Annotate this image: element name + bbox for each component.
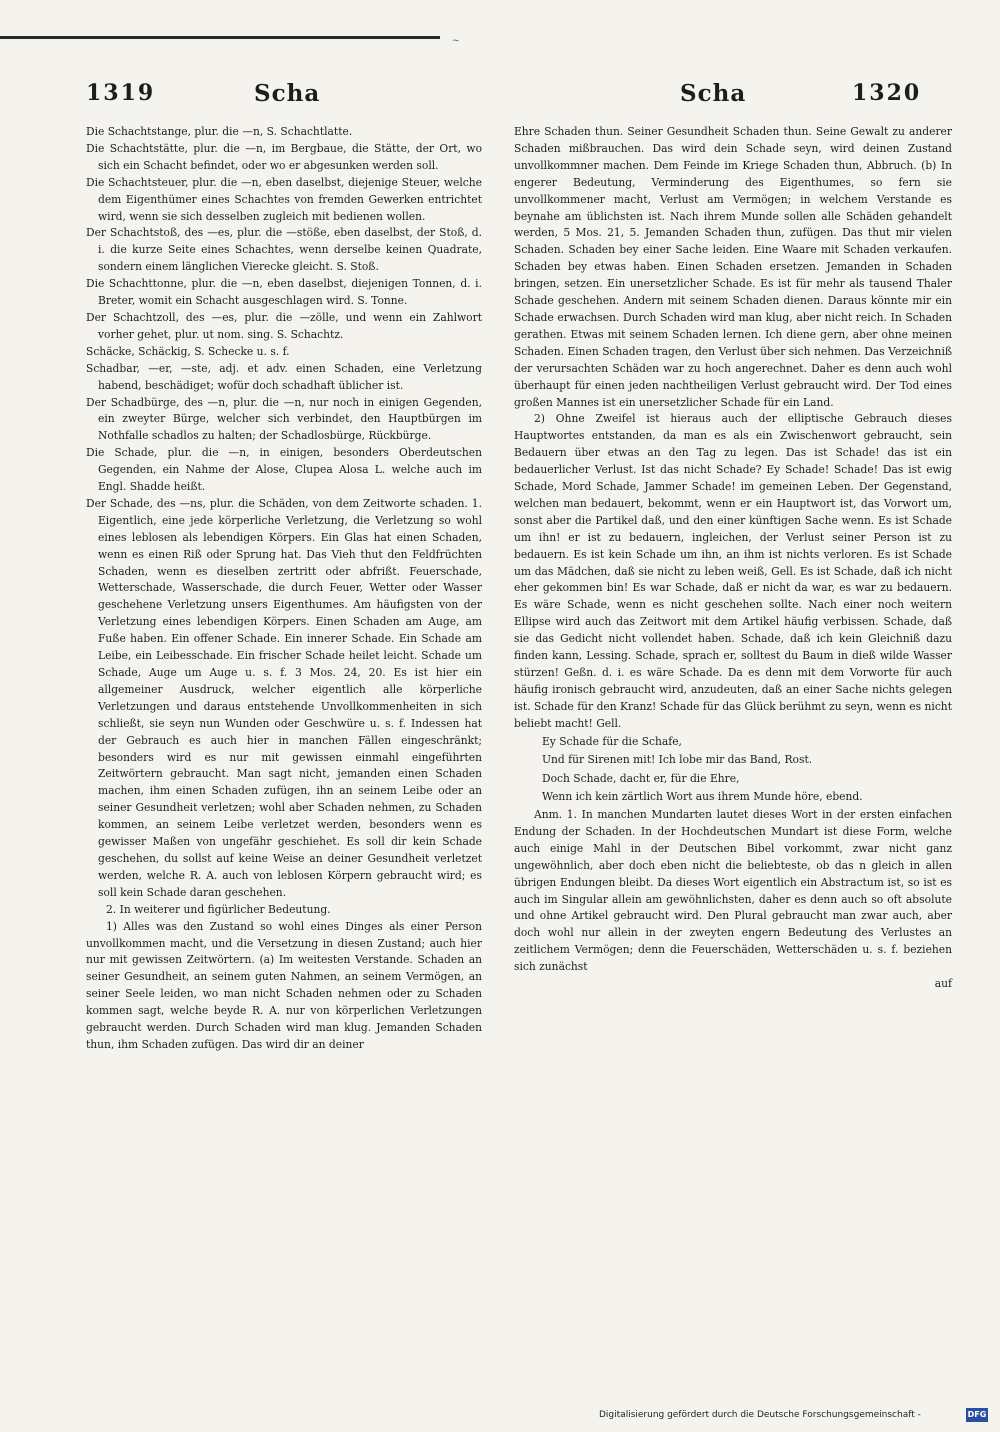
right-column-verse: Doch Schade, dacht er, für die Ehre, [542, 771, 740, 785]
footer-credit: Digitalisierung gefördert durch die Deutsche Forschungsgemeinschaft - [599, 1410, 921, 1420]
right-running-head: Scha [680, 80, 747, 107]
left-column-entry: Der Schachtstoß, des —es, plur. die —stöße, eben daselbst, der Stoß, d. i. die kurze Seite eines Schachtes, wenn derselbe keinen Quadrate, sondern einem länglichen Vierecke gleicht. S. Stoß. [86, 226, 482, 274]
left-running-head: Scha [254, 80, 321, 107]
left-column-entry: Die Schachtsteuer, plur. die —n, eben daselbst, diejenige Steuer, welche dem Eigenthümer eines Schachtes von fremden Gewerken entrichtet wird, wenn sie sich desselben zugleich mit bedienen wollen. [86, 175, 482, 223]
left-column-entry: Schadbar, —er, —ste, adj. et adv. einen Schaden, eine Verletzung habend, beschädiget; wofür doch schadhaft üblicher ist. [86, 361, 482, 392]
right-column-catch: auf [934, 977, 952, 991]
left-page-number: 1319 [86, 80, 156, 106]
left-column-entry: Die Schachtstange, plur. die —n, S. Schachtlatte. [86, 125, 353, 138]
left-column [86, 124, 482, 1054]
left-column-para: 2. In weiterer und figürlicher Bedeutung. [106, 902, 331, 916]
top-rule [0, 36, 440, 39]
left-column-para: 1) Alles was den Zustand so wohl eines Dinges als einer Person unvollkommen macht, und die Versetzung in diesen Zustand; auch hier nur mit gewissen Zeitwörtern. (a) Im weitesten Verstande. Schaden an seiner Gesundheit, an seinem guten Nahmen, an seinem Vermögen, an seiner Seele leiden, wo man nicht Schaden nehmen oder zu Schaden kommen sagt, welche beyde R. A. nur von körperlichen Verletzungen gebraucht werden. Durch Schaden wird man klug. Jemanden Schaden thun, ihm Schaden zufügen. Das wird dir an deiner [86, 919, 482, 1051]
left-column-entry: Schäcke, Schäckig, S. Schecke u. s. f. [86, 344, 290, 358]
right-column-verse: Wenn ich kein zärtlich Wort aus ihrem Munde höre, ebend. [542, 790, 863, 804]
left-column-entry: Die Schachttonne, plur. die —n, eben daselbst, diejenigen Tonnen, d. i. Breter, womit ein Schacht ausgeschlagen wird. S. Tonne. [86, 277, 482, 308]
right-column-para: Anm. 1. In manchen Mundarten lautet dieses Wort in der ersten einfachen Endung der Schaden. In der Hochdeutschen Mundart ist diese Form, welche auch einige Mahl in der Deutschen Bibel vorkommt, zwar nicht ganz ungewöhnlich, aber doch eben nicht die beliebteste, ob das n gleich in allen übrigen Endungen bleibt. Da dieses Wort eigentlich ein Abstractum ist, so ist es auch im Singular allein am gewöhnlichsten, daher es denn auch so oft absolute und ohne Artikel gebraucht wird. Den Plural gebraucht man zwar auch, aber doch wohl nur allein in der zweyten engern Bedeutung des Verlustes an zeitlichem Vermögen; denn die Feuerschäden, Wetterschäden u. s. f. beziehen sich zunächst [514, 808, 952, 974]
right-column-verse: Ey Schade für die Schafe, [542, 734, 682, 748]
right-page-number: 1320 [852, 80, 922, 106]
left-column-entry: Die Schachtstätte, plur. die —n, im Bergbaue, die Stätte, der Ort, wo sich ein Schacht befindet, oder wo er abgesunken werden soll. [86, 141, 482, 172]
right-column-verse: Und für Sirenen mit! Ich lobe mir das Band, Rost. [542, 753, 813, 767]
left-column-entry: Die Schade, plur. die —n, in einigen, besonders Oberdeutschen Gegenden, ein Nahme der Alose, Clupea Alosa L. welche auch im Engl. Shadde heißt. [86, 446, 482, 494]
left-column-entry: Der Schadbürge, des —n, plur. die —n, nur noch in einigen Gegenden, ein zweyter Bürge, welcher sich verbindet, den Hauptbürgen im Nothfalle schadlos zu halten; der Schadlosbürge, Rückbürge. [86, 395, 482, 443]
left-column-entry: Der Schachtzoll, des —es, plur. die —zölle, und wenn ein Zahlwort vorher gehet, plur. ut nom. sing. S. Schachtz. [86, 310, 482, 341]
right-column-plain: Ehre Schaden thun. Seiner Gesundheit Schaden thun. Seine Gewalt zu anderer Schaden mißbrauchen. Das wird dein Schade seyn, wird deinen Zustand unvollkommner machen. Dem Feinde im Kriege Schaden thun, Abbruch. (b) In engerer Bedeutung, Verminderung des Eigenthumes, so fern sie unvollkommener macht, Verlust am Vermögen; in welchem Verstande es beynahe am üblichsten ist. Nach ihrem Munde sollen alle Schäden gehandelt werden, 5 Mos. 21, 5. Jemanden Schaden thun, zufügen. Das thut mir vielen Schaden. Schaden bey einer Sache leiden. Eine Waare mit Schaden verkaufen. Schaden bey etwas haben. Einen Schaden ersetzen. Jemanden in Schaden bringen, setzen. Ein unersetzlicher Schade. Es ist für mehr als tausend Thaler Schade geschehen. Andern mit seinem Schaden dienen. Daraus könnte mir ein Schade erwachsen. Durch Schaden wird man klug, aber nicht reich. In Schaden gerathen. Etwas mit seinem Schaden lernen. Ich diene gern, aber ohne meinen Schaden. Einen Schaden tragen, den Verlust über sich nehmen. Das Verzeichniß der verursachten Schäden war zu hoch angerechnet. Daher es denn auch wohl überhaupt für einen jeden nachtheiligen Verlust gebraucht wird. Der Tod eines großen Mannes ist ein unersetzlicher Schade für ein Land. [514, 125, 952, 409]
left-column-entry: Der Schade, des —ns, plur. die Schäden, von dem Zeitworte schaden. 1. Eigentlich, eine jede körperliche Verletzung, die Verletzung so wohl eines leblosen als lebendigen Körpers. Ein Glas hat einen Schaden, wenn es einen Riß oder Sprung hat. Das Vieh thut den Feldfrüchten Schaden, wenn es dieselben zertritt oder abfrißt. Feuerschade, Wetterschade, Wasserschade, die durch Feuer, Wetter oder Wasser geschehene Verletzung unsers Eigenthumes. Am häufigsten von der Verletzung eines lebendigen Körpers. Einen Schaden am Auge, am Fuße haben. Ein offener Schade. Ein innerer Schade. Ein Schade am Leibe, ein Leibesschade. Ein frischer Schade heilet leicht. Schade um Schade, Auge um Auge u. s. f. 3 Mos. 24, 20. Es ist hier ein allgemeiner Ausdruck, welcher eigentlich alle körperliche Verletzungen und daraus entstehende Unvollkommenheiten in sich schließt, sie seyn nun Wunden oder Geschwüre u. s. f. Indessen hat der Gebrauch es auch hier in manchen Fällen eingeschränkt; besonders wird es nur mit gewissen einmahl eingeführten Zeitwörtern gebraucht. Man sagt nicht, jemanden einen Schaden machen, ihm einen Schaden zufügen, ihn an seinem Leibe oder an seiner Gesundheit verletzen; wohl aber Schaden nehmen, zu Schaden kommen, an seinem Leibe verletzet werden, besonders wenn es gewisser Maßen von ungefähr geschiehet. Es soll dir kein Schade geschehen, du sollst auf keine Weise an deiner Gesundheit verletzet werden, welche R. A. auch von leblosen Körpern gebraucht wird; es soll kein Schade daran geschehen. [86, 496, 482, 899]
right-column-para: 2) Ohne Zweifel ist hieraus auch der elliptische Gebrauch dieses Hauptwortes entstanden, da man es als ein Zwischenwort gebraucht, sein Bedauern über etwas an den Tag zu legen. Das ist Schade! das ist ein bedauerlicher Verlust. Ist das nicht Schade? Ey Schade! Schade! Das ist ewig Schade, Mord Schade, Jammer Schade! im gemeinen Leben. Der Gegenstand, welchen man bedauert, bekommt, wenn er ein Hauptwort ist, das Vorwort um, sonst aber die Partikel daß, und den einer künftigen Sache wenn. Es ist Schade um ihn! er ist zu bedauern, ingleichen, der Verlust seiner Person ist zu bedauern. Es ist kein Schade um ihn, an ihm ist nichts verloren. Es ist Schade um das Mädchen, daß sie nicht zu leben weiß, Gell. Es ist Schade, daß ich nicht eher gekommen bin! Es war Schade, daß er nicht da war, es war zu bedauern. Es wäre Schade, wenn es nicht geschehen sollte. Nach einer noch weitern Ellipse wird auch das Zeitwort mit dem Artikel häufig verbissen. Schade, daß sie das Gedicht nicht vollendet haben. Schade, daß ich kein Gleichniß dazu finden kann, Lessing. Schade, sprach er, solltest du Baum in dieß wilde Wasser stürzen! Geßn. d. i. es wäre Schade. Da es denn mit dem Vorworte für auch häufig ironisch gebraucht wird, anzudeuten, daß an einer Sache nichts gelegen ist. Schade für den Kranz! Schade für das Glück berühmt zu seyn, wenn es nicht beliebt macht! Gell. [514, 412, 952, 730]
top-mark: ~ [452, 36, 460, 46]
right-column [514, 124, 952, 993]
dfg-logo: DFG [966, 1408, 988, 1422]
